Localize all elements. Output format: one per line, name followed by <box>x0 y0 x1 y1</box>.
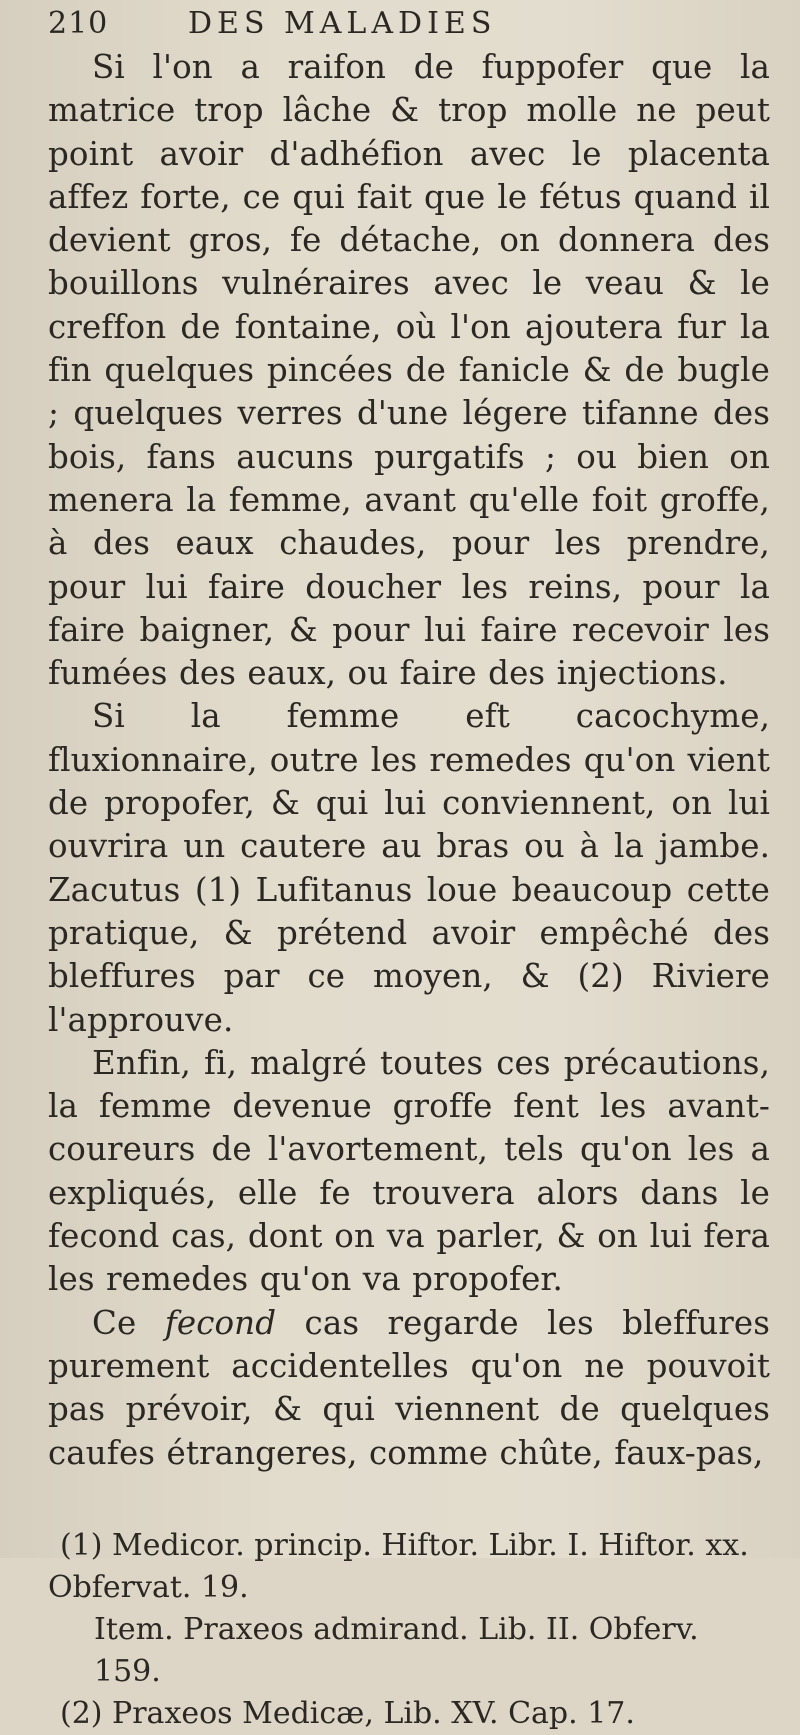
paragraph: Si la femme eft cacochyme, fluxionnaire, outre les remedes qu'on vient de propofer, & qui lui conviennent, on lui ouvrira un cautere au bras ou à la jambe. Zacutus (1) Lufitanus loue beaucoup cette pratique, & prétend avoir empêché des bleffures par ce moyen, & (2) Riviere l'approuve. <box>48 697 770 1039</box>
page-number: 210 <box>48 6 109 41</box>
paragraph-italic-word: fecond <box>164 1303 277 1342</box>
footnote-separator <box>48 1475 770 1525</box>
paragraph <box>48 1302 770 1475</box>
footnotes <box>48 1525 770 1735</box>
paragraph-rest: cas regarde les bleffures purement accidentelles qu'on ne pouvoit pas prévoir, & qui viennent de quelques caufes étrangeres, comme chûte, faux-pas, <box>48 1303 770 1472</box>
body-text <box>48 46 770 1475</box>
running-head <box>48 6 770 46</box>
footnote: (2) Praxeos Medicæ, Lib. XV. Cap. 17. <box>60 1695 635 1731</box>
footnote-continuation: Item. Praxeos admirand. Lib. II. Obferv. 159. <box>94 1611 699 1689</box>
footnote: (1) Medicor. princip. Hiftor. Libr. I. Hiftor. xx. <box>60 1527 749 1563</box>
paragraph-lead: Ce <box>92 1303 165 1342</box>
running-title: DES MALADIES <box>188 6 497 41</box>
paragraph: Si l'on a raifon de fuppofer que la matrice trop lâche & trop molle ne peut point avoir d'adhéfion avec le placenta affez forte, ce qui fait que le fétus quand il devient gros, fe détache, on donnera des bouillons vulnéraires avec le veau & le creffon de fontaine, où l'on ajoutera fur la fin quelques pincées de fanicle & de bugle ; quelques verres d'une légere tifanne des bois, fans aucuns purgatifs ; ou bien on menera la femme, avant qu'elle foit groffe, à des eaux chaudes, pour les prendre, pour lui faire doucher les reins, pour la faire baigner, & pour lui faire recevoir les fumées des eaux, ou faire des injections. <box>48 48 770 693</box>
footnote-continuation: Obfervat. 19. <box>48 1569 249 1605</box>
paragraph: Enfin, fi, malgré toutes ces précautions, la femme devenue groffe fent les avant-coureurs de l'avortement, tels qu'on les a expliqués, elle fe trouvera alors dans le fecond cas, dont on va parler, & on lui fera les remedes qu'on va propofer. <box>48 1043 770 1299</box>
